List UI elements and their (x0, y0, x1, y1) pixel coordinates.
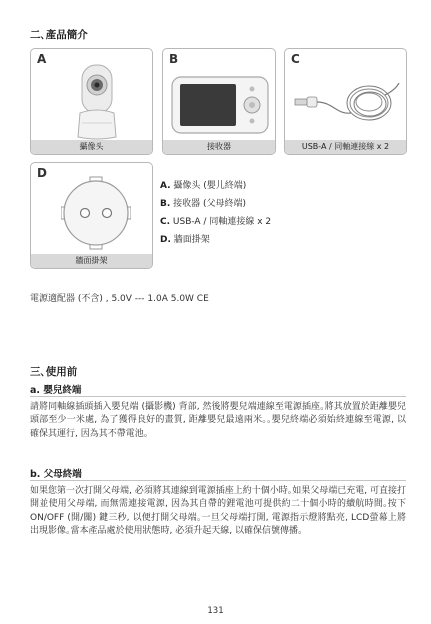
section-2-title: 二､產品簡介 (30, 29, 88, 41)
baby-unit-heading: a. 嬰兒終端 (30, 385, 82, 396)
usb-cable-icon (293, 73, 401, 133)
item-a-letter: A (37, 52, 47, 66)
legend-item-d: D. 牆面掛架 (160, 235, 210, 245)
parent-unit-divider (30, 480, 406, 481)
section-3-title: 三､使用前 (30, 366, 78, 378)
page-number: 131 (207, 606, 224, 616)
legend-item-c: C. USB-A / 同軸連接線 x 2 (160, 217, 272, 227)
baby-unit-paragraph: 請將同軸線插頭插入嬰兒端 (攝影機) 背部, 然後將嬰兒端連線至電源插座｡將其放置於距離嬰兒頭部至少一米處, 為了獲得良好的畫質, 距離嬰兒最遠兩米｡｡嬰兒終端必須始終連線至電源, 以確保其運行, 因為其不帶電池｡ (30, 402, 406, 439)
item-d-card (30, 162, 153, 269)
parent-unit-paragraph: 如果您第一次打開父母端, 必須將其連線到電源插座上約十個小時｡如果父母端已充電, 可直接打開並使用父母端, 而無需連接電源, 因為其自帶的鋰電池可提供約二十個小時的續航時間｡按下ON/OFF (開/關) 鍵三秒, 以便打開父母端｡一旦父母端打開, 電源指示燈將點亮, LCD螢幕上將出現影像｡當本產品處於使用狀態時, 必須升起天線, 以確保信號傳播｡ (30, 486, 406, 536)
item-d-caption: 牆面掛架 (31, 254, 152, 268)
parent-unit-heading: b. 父母終端 (30, 469, 82, 480)
wall-mount-icon (61, 173, 131, 253)
legend-item-a: A. 攝像头 (嬰儿終端) (160, 181, 247, 191)
item-a-card (30, 48, 153, 155)
baby-unit-divider (30, 396, 406, 397)
baby-camera-icon (76, 63, 118, 141)
item-c-caption: USB-A / 同軸連接線 x 2 (285, 140, 406, 154)
power-adapter-note: 電源適配器 (不含) , 5.0V --- 1.0A 5.0W CE (30, 294, 209, 304)
item-c-card (284, 48, 407, 155)
item-d-letter: D (37, 166, 47, 180)
item-b-card (162, 48, 276, 155)
legend-item-b: B. 接收器 (父母終端) (160, 199, 247, 209)
item-a-caption: 攝像头 (31, 140, 152, 154)
item-c-letter: C (291, 52, 300, 66)
item-b-caption: 接收器 (163, 140, 275, 154)
item-b-letter: B (169, 52, 179, 66)
parent-monitor-icon (170, 73, 270, 135)
